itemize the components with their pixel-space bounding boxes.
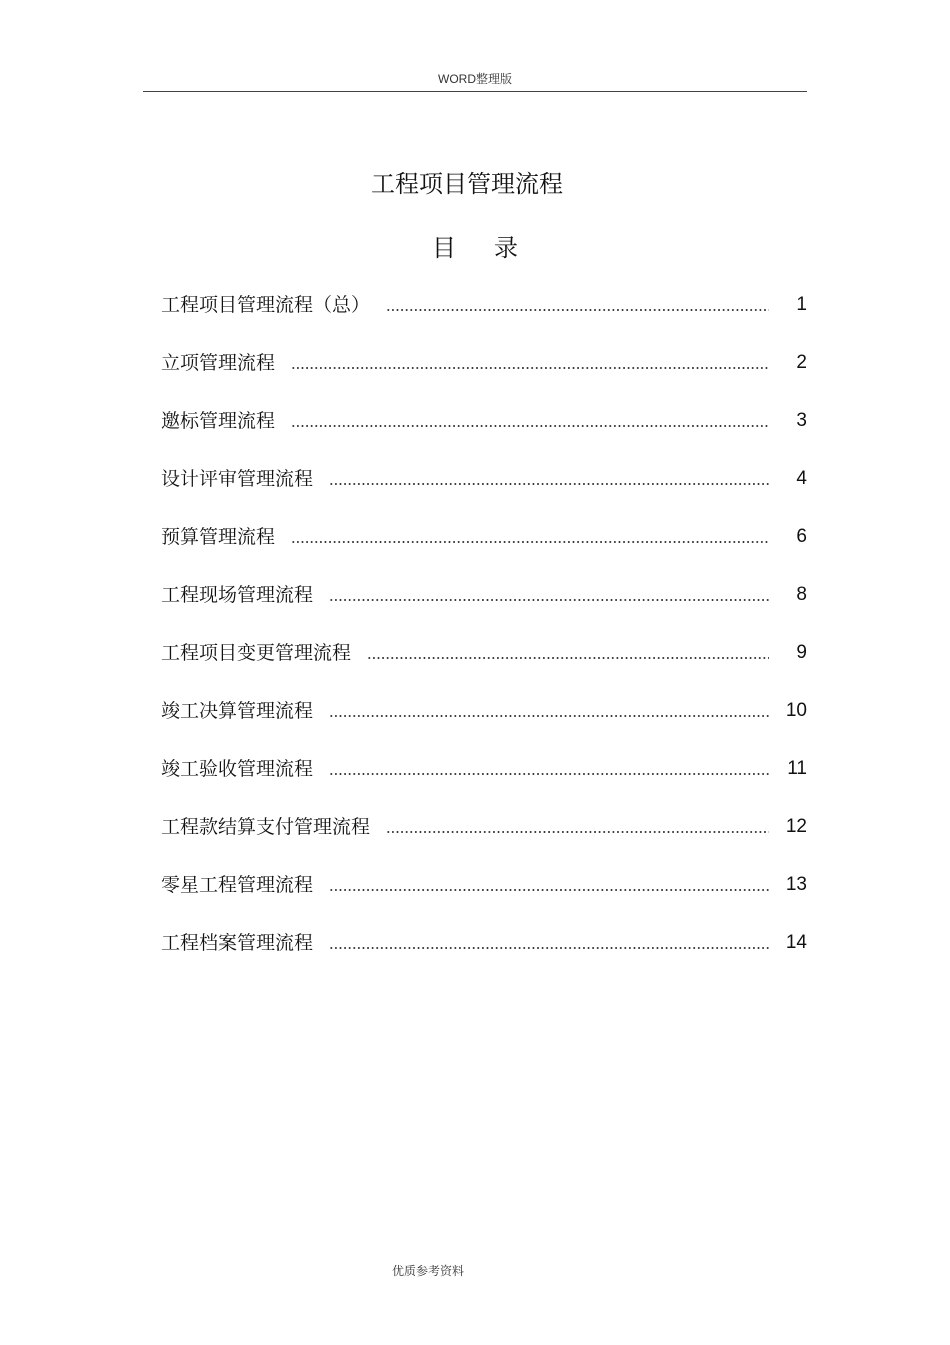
toc-entry[interactable] bbox=[161, 682, 807, 740]
toc-entry[interactable] bbox=[161, 566, 807, 624]
toc-heading: 目录 bbox=[432, 234, 556, 262]
toc-entry[interactable] bbox=[161, 624, 807, 682]
toc-entry-label: 工程项目变更管理流程 bbox=[161, 642, 352, 664]
toc-entry[interactable] bbox=[161, 798, 807, 856]
dot-leader bbox=[291, 425, 769, 427]
toc-entry[interactable] bbox=[161, 856, 807, 914]
toc-entry-page: 14 bbox=[785, 932, 807, 953]
toc-entry-page: 2 bbox=[796, 352, 807, 373]
toc-entry[interactable] bbox=[161, 450, 807, 508]
toc-entry-label: 零星工程管理流程 bbox=[161, 874, 314, 896]
toc-entry[interactable] bbox=[161, 276, 807, 334]
dot-leader bbox=[329, 715, 769, 717]
toc-entry-page: 13 bbox=[785, 874, 807, 895]
toc-entry[interactable] bbox=[161, 508, 807, 566]
toc-entry-page: 8 bbox=[796, 584, 807, 605]
dot-leader bbox=[291, 367, 769, 369]
toc-entry-label: 立项管理流程 bbox=[161, 352, 276, 374]
dot-leader bbox=[291, 541, 769, 543]
toc-entry-page: 10 bbox=[785, 700, 807, 721]
toc-entry-page: 12 bbox=[785, 816, 807, 837]
toc-entry-label: 竣工验收管理流程 bbox=[161, 758, 314, 780]
document-title: 工程项目管理流程 bbox=[371, 170, 563, 198]
toc-entry-label: 设计评审管理流程 bbox=[161, 468, 314, 490]
toc-entry-page: 3 bbox=[796, 410, 807, 431]
dot-leader bbox=[329, 483, 769, 485]
toc-entry-label: 邀标管理流程 bbox=[161, 410, 276, 432]
footer-text: 优质参考资料 bbox=[391, 1264, 464, 1278]
dot-leader bbox=[329, 947, 769, 949]
toc-entry-label: 预算管理流程 bbox=[161, 526, 276, 548]
dot-leader bbox=[367, 657, 769, 659]
toc-entry[interactable] bbox=[161, 334, 807, 392]
table-of-contents bbox=[161, 276, 807, 972]
toc-entry-label: 工程款结算支付管理流程 bbox=[161, 816, 371, 838]
toc-entry-page: 11 bbox=[787, 758, 807, 779]
toc-entry-label: 工程项目管理流程（总） bbox=[161, 294, 371, 316]
toc-entry-label: 工程现场管理流程 bbox=[161, 584, 314, 606]
toc-entry-label: 竣工决算管理流程 bbox=[161, 700, 314, 722]
dot-leader bbox=[329, 599, 769, 601]
toc-entry[interactable] bbox=[161, 392, 807, 450]
dot-leader bbox=[386, 309, 769, 311]
toc-entry-page: 4 bbox=[796, 468, 807, 489]
dot-leader bbox=[329, 889, 769, 891]
header-text: WORD整理版 bbox=[438, 72, 512, 86]
toc-entry-page: 9 bbox=[796, 642, 807, 663]
dot-leader bbox=[386, 831, 769, 833]
toc-entry[interactable] bbox=[161, 740, 807, 798]
dot-leader bbox=[329, 773, 769, 775]
toc-entry-page: 6 bbox=[796, 526, 807, 547]
toc-entry-page: 1 bbox=[796, 294, 807, 315]
toc-entry-label: 工程档案管理流程 bbox=[161, 932, 314, 954]
toc-entry[interactable] bbox=[161, 914, 807, 972]
header-rule bbox=[143, 91, 807, 92]
